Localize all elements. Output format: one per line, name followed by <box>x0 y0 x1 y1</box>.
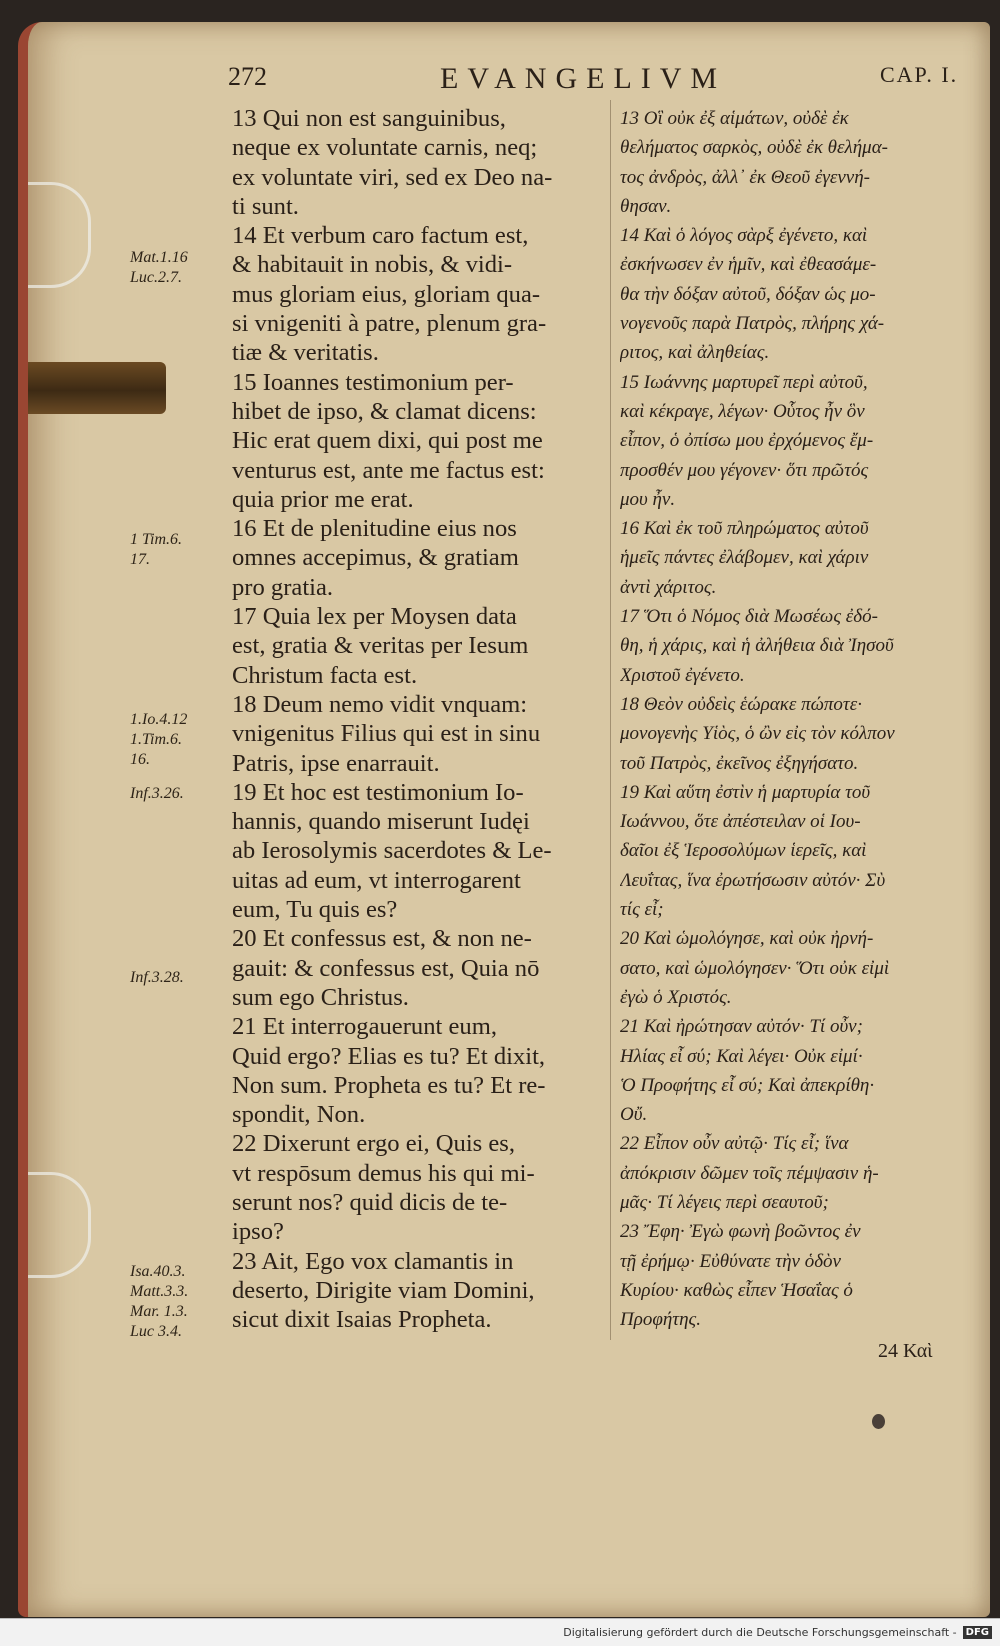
greek-text-line: Ιωάννου, ὅτε ἀπέστειλαν οἱ Ιου- <box>620 811 861 833</box>
greek-text-line: θελήματος σαρκὸς, οὐδὲ ἐκ θελήμα- <box>620 137 888 159</box>
chapter-label: CAP. I. <box>880 62 959 87</box>
greek-text-line: 16 Καὶ ἐκ τοῦ πληρώματος αὐτοῦ <box>620 518 869 540</box>
latin-text-line: vt respōsum demus his qui mi- <box>232 1159 535 1187</box>
latin-text-line: quia prior me erat. <box>232 485 414 513</box>
latin-text-line: 22 Dixerunt ergo ei, Quis es, <box>232 1130 516 1158</box>
latin-text-line: 16 Et de plenitudine eius nos <box>232 515 517 543</box>
page-clip-top <box>28 182 91 288</box>
page-clip-bottom <box>28 1172 91 1278</box>
greek-text-line: τος ἀνδρὸς, ἀλλ᾽ ἐκ Θεοῦ ἐγεννή- <box>620 166 870 188</box>
latin-text-line: ipso? <box>232 1218 284 1246</box>
margin-reference-line: 16. <box>130 751 150 768</box>
greek-text-line: Οὔ. <box>620 1104 648 1126</box>
latin-text-line: & habitauit in nobis, & vidi- <box>232 251 513 279</box>
greek-text-line: ἐγὼ ὁ Χριστός. <box>620 986 732 1008</box>
running-title: EVANGELIVM <box>440 62 727 95</box>
latin-text-line: spondit, Non. <box>232 1101 366 1129</box>
catchword: 24 Καὶ <box>878 1340 933 1362</box>
greek-text-line: Λευΐτας, ἵνα ἐρωτήσωσιν αὐτόν· Σὺ <box>620 869 886 891</box>
margin-reference-line: Inf.3.26. <box>130 785 184 802</box>
margin-reference-line: 1.Tim.6. <box>130 731 183 748</box>
margin-reference <box>130 968 184 988</box>
latin-text-line: 17 Quia lex per Moysen data <box>232 603 517 631</box>
greek-column <box>620 104 952 1334</box>
margin-reference-line: 1 Tim.6. <box>130 531 183 548</box>
latin-text-line: Hic erat quem dixi, qui post me <box>232 427 543 455</box>
greek-text-line: 19 Καὶ αὕτη ἐστὶν ἡ μαρτυρία τοῦ <box>620 781 871 803</box>
latin-text-line: pro gratia. <box>232 573 334 601</box>
greek-text-line: σατο, καὶ ὡμολόγησεν· Ὅτι οὐκ εἰμὶ <box>620 957 890 979</box>
greek-text-line: Ὁ Προφήτης εἶ σύ; Καὶ ἀπεκρίθη· <box>620 1074 875 1096</box>
greek-text-line: μᾶς· Τί λέγεις περὶ σεαυτοῦ; <box>620 1191 829 1213</box>
greek-text-line: ἀπόκρισιν δῶμεν τοῖς πέμψασιν ἡ- <box>620 1162 879 1184</box>
bookmark-ribbon <box>28 362 166 414</box>
greek-text-line: καὶ κέκραγε, λέγων· Οὗτος ἦν ὃν <box>620 400 865 422</box>
margin-reference-line: Luc 3.4. <box>130 1323 182 1340</box>
dfg-logo: DFG <box>963 1626 992 1639</box>
greek-text-line: 22 Εἶπον οὖν αὐτῷ· Τίς εἶ; ἵνα <box>620 1133 849 1155</box>
latin-text-line: 21 Et interrogauerunt eum, <box>232 1013 497 1041</box>
latin-text-line: 14 Et verbum caro factum est, <box>232 222 529 250</box>
greek-text-line: 14 Καὶ ὁ λόγος σὰρξ ἐγένετο, καὶ <box>620 225 868 247</box>
greek-text-line: 13 Οἳ οὐκ ἐξ αἱμάτων, οὐδὲ ἐκ <box>620 108 849 129</box>
margin-reference-line: Matt.3.3. <box>130 1283 189 1300</box>
latin-text-line: serunt nos? quid dicis de te- <box>232 1188 508 1216</box>
latin-text-line: neque ex voluntate carnis, neq; <box>232 134 538 162</box>
greek-text-line: 17 Ὅτι ὁ Νόμος διὰ Μωσέως ἐδό- <box>620 606 878 628</box>
greek-text-line: 15 Ιωάννης μαρτυρεῖ περὶ αὐτοῦ, <box>620 371 868 393</box>
latin-text-line: Quid ergo? Elias es tu? Et dixit, <box>232 1042 546 1070</box>
greek-text-line: μου ἦν. <box>620 488 676 510</box>
latin-text-line: ab Ierosolymis sacerdotes & Le- <box>232 837 552 865</box>
greek-text-line: ριτος, καὶ ἀληθείας. <box>620 342 770 364</box>
greek-text-line: ἐσκήνωσεν ἐν ἡμῖν, καὶ ἐθεασάμε- <box>620 254 877 276</box>
latin-text-line: 23 Ait, Ego vox clamantis in <box>232 1247 514 1275</box>
greek-text-line: 20 Καὶ ὡμολόγησε, καὶ οὐκ ἠρνή- <box>620 928 874 950</box>
greek-text-line: Προφήτης. <box>620 1309 701 1331</box>
greek-text-line: προσθέν μου γέγονεν· ὅτι πρῶτός <box>620 459 869 481</box>
latin-text-line: ex voluntate viri, sed ex Deo na- <box>232 163 553 191</box>
margin-reference <box>130 248 188 288</box>
latin-text-line: 18 Deum nemo vidit vnquam: <box>232 690 528 718</box>
greek-text-line: ἀντὶ χάριτος. <box>620 576 717 598</box>
latin-text-line: omnes accepimus, & gratiam <box>232 544 519 572</box>
greek-text-line: μονογενὴς Υἱὸς, ὁ ὢν εἰς τὸν κόλπον <box>620 723 895 745</box>
latin-text-line: sum ego Christus. <box>232 983 409 1011</box>
latin-text-line: gauit: & confessus est, Quia nō <box>232 954 540 982</box>
greek-text-line: 18 Θεὸν οὐδεὶς ἑώρακε πώποτε· <box>620 693 862 715</box>
margin-reference-line: Isa.40.3. <box>130 1263 186 1280</box>
latin-text-line: si vnigeniti à patre, plenum gra- <box>232 310 547 338</box>
latin-text-line: venturus est, ante me factus est: <box>232 456 545 484</box>
greek-text-line: θησαν. <box>620 195 672 217</box>
latin-text-line: uitas ad eum, vt interrogarent <box>232 866 521 894</box>
latin-text-line: Non sum. Propheta es tu? Et re- <box>232 1071 546 1099</box>
greek-text-line: τοῦ Πατρὸς, ἐκεῖνος ἐξηγήσατο. <box>620 752 859 774</box>
page-number: 272 <box>228 62 267 91</box>
greek-text-line: θα τὴν δόξαν αὐτοῦ, δόξαν ὡς μο- <box>620 283 876 305</box>
greek-text-line: δαῖοι ἐξ Ἱεροσολύμων ἱερεῖς, καὶ <box>620 840 867 862</box>
margin-reference-line: Inf.3.28. <box>130 969 184 986</box>
latin-text-line: tiæ & veritatis. <box>232 339 379 367</box>
latin-text-line: vnigenitus Filius qui est in sinu <box>232 720 541 748</box>
latin-text-line: mus gloriam eius, gloriam qua- <box>232 280 541 308</box>
latin-text-line: hannis, quando miserunt Iudęi <box>232 808 530 836</box>
footer-credit: Digitalisierung gefördert durch die Deutsche Forschungsgemeinschaft - <box>563 1626 957 1639</box>
latin-text-line: 19 Et hoc est testimonium Io- <box>232 778 524 806</box>
latin-text-line: est, gratia & veritas per Iesum <box>232 632 529 660</box>
greek-text-line: τῇ ἐρήμῳ· Εὐθύνατε τὴν ὁδὸν <box>620 1250 841 1272</box>
margin-reference-line: Luc.2.7. <box>130 269 182 286</box>
latin-text-line: deserto, Dirigite viam Domini, <box>232 1276 535 1304</box>
latin-text-line: 15 Ioannes testimonium per- <box>232 368 514 396</box>
latin-text-line: ti sunt. <box>232 192 299 220</box>
latin-text-line: sicut dixit Isaias Propheta. <box>232 1306 492 1334</box>
margin-reference-line: Mar. 1.3. <box>130 1303 188 1320</box>
latin-text-line: 20 Et confessus est, & non ne- <box>232 925 532 953</box>
greek-text-line: νογενοῦς παρὰ Πατρὸς, πλήρης χά- <box>620 313 885 335</box>
margin-reference <box>130 710 187 770</box>
margin-reference <box>130 1262 188 1342</box>
greek-text-line: 21 Καὶ ἠρώτησαν αὐτόν· Τί οὖν; <box>620 1016 863 1038</box>
margin-reference-line: Mat.1.16 <box>130 249 188 266</box>
greek-text-line: 23 Ἔφη· Ἐγὼ φωνὴ βοῶντος ἐν <box>620 1221 861 1243</box>
latin-text-line: eum, Tu quis es? <box>232 896 398 924</box>
margin-reference <box>130 784 184 804</box>
greek-text-line: Κυρίου· καθὼς εἶπεν Ἡσαΐας ὁ <box>620 1279 853 1301</box>
greek-text-line: θη, ἡ χάρις, καὶ ἡ ἀλήθεια διὰ Ἰησοῦ <box>620 635 894 657</box>
greek-text-line: Ηλίας εἶ σύ; Καὶ λέγει· Οὐκ εἰμί· <box>620 1045 863 1067</box>
latin-text-line: 13 Qui non est sanguinibus, <box>232 105 506 132</box>
latin-text-line: Patris, ipse enarrauit. <box>232 749 440 777</box>
ink-spot <box>872 1414 885 1429</box>
margin-reference-line: 17. <box>130 551 150 568</box>
margin-reference <box>130 530 182 570</box>
latin-text-line: hibet de ipso, & clamat dicens: <box>232 397 537 425</box>
greek-text-line: ἡμεῖς πάντες ἐλάβομεν, καὶ χάριν <box>620 547 869 569</box>
digitization-footer <box>0 1618 1000 1646</box>
greek-text-line: τίς εἶ; <box>620 899 664 921</box>
greek-text-line: Χριστοῦ ἐγένετο. <box>620 664 745 686</box>
column-divider <box>610 100 611 1340</box>
margin-reference-line: 1.Io.4.12 <box>130 711 188 728</box>
latin-text-line: Christum facta est. <box>232 661 418 689</box>
latin-column <box>232 104 604 1334</box>
greek-text-line: εἶπον, ὁ ὀπίσω μου ἐρχόμενος ἔμ- <box>620 430 874 452</box>
